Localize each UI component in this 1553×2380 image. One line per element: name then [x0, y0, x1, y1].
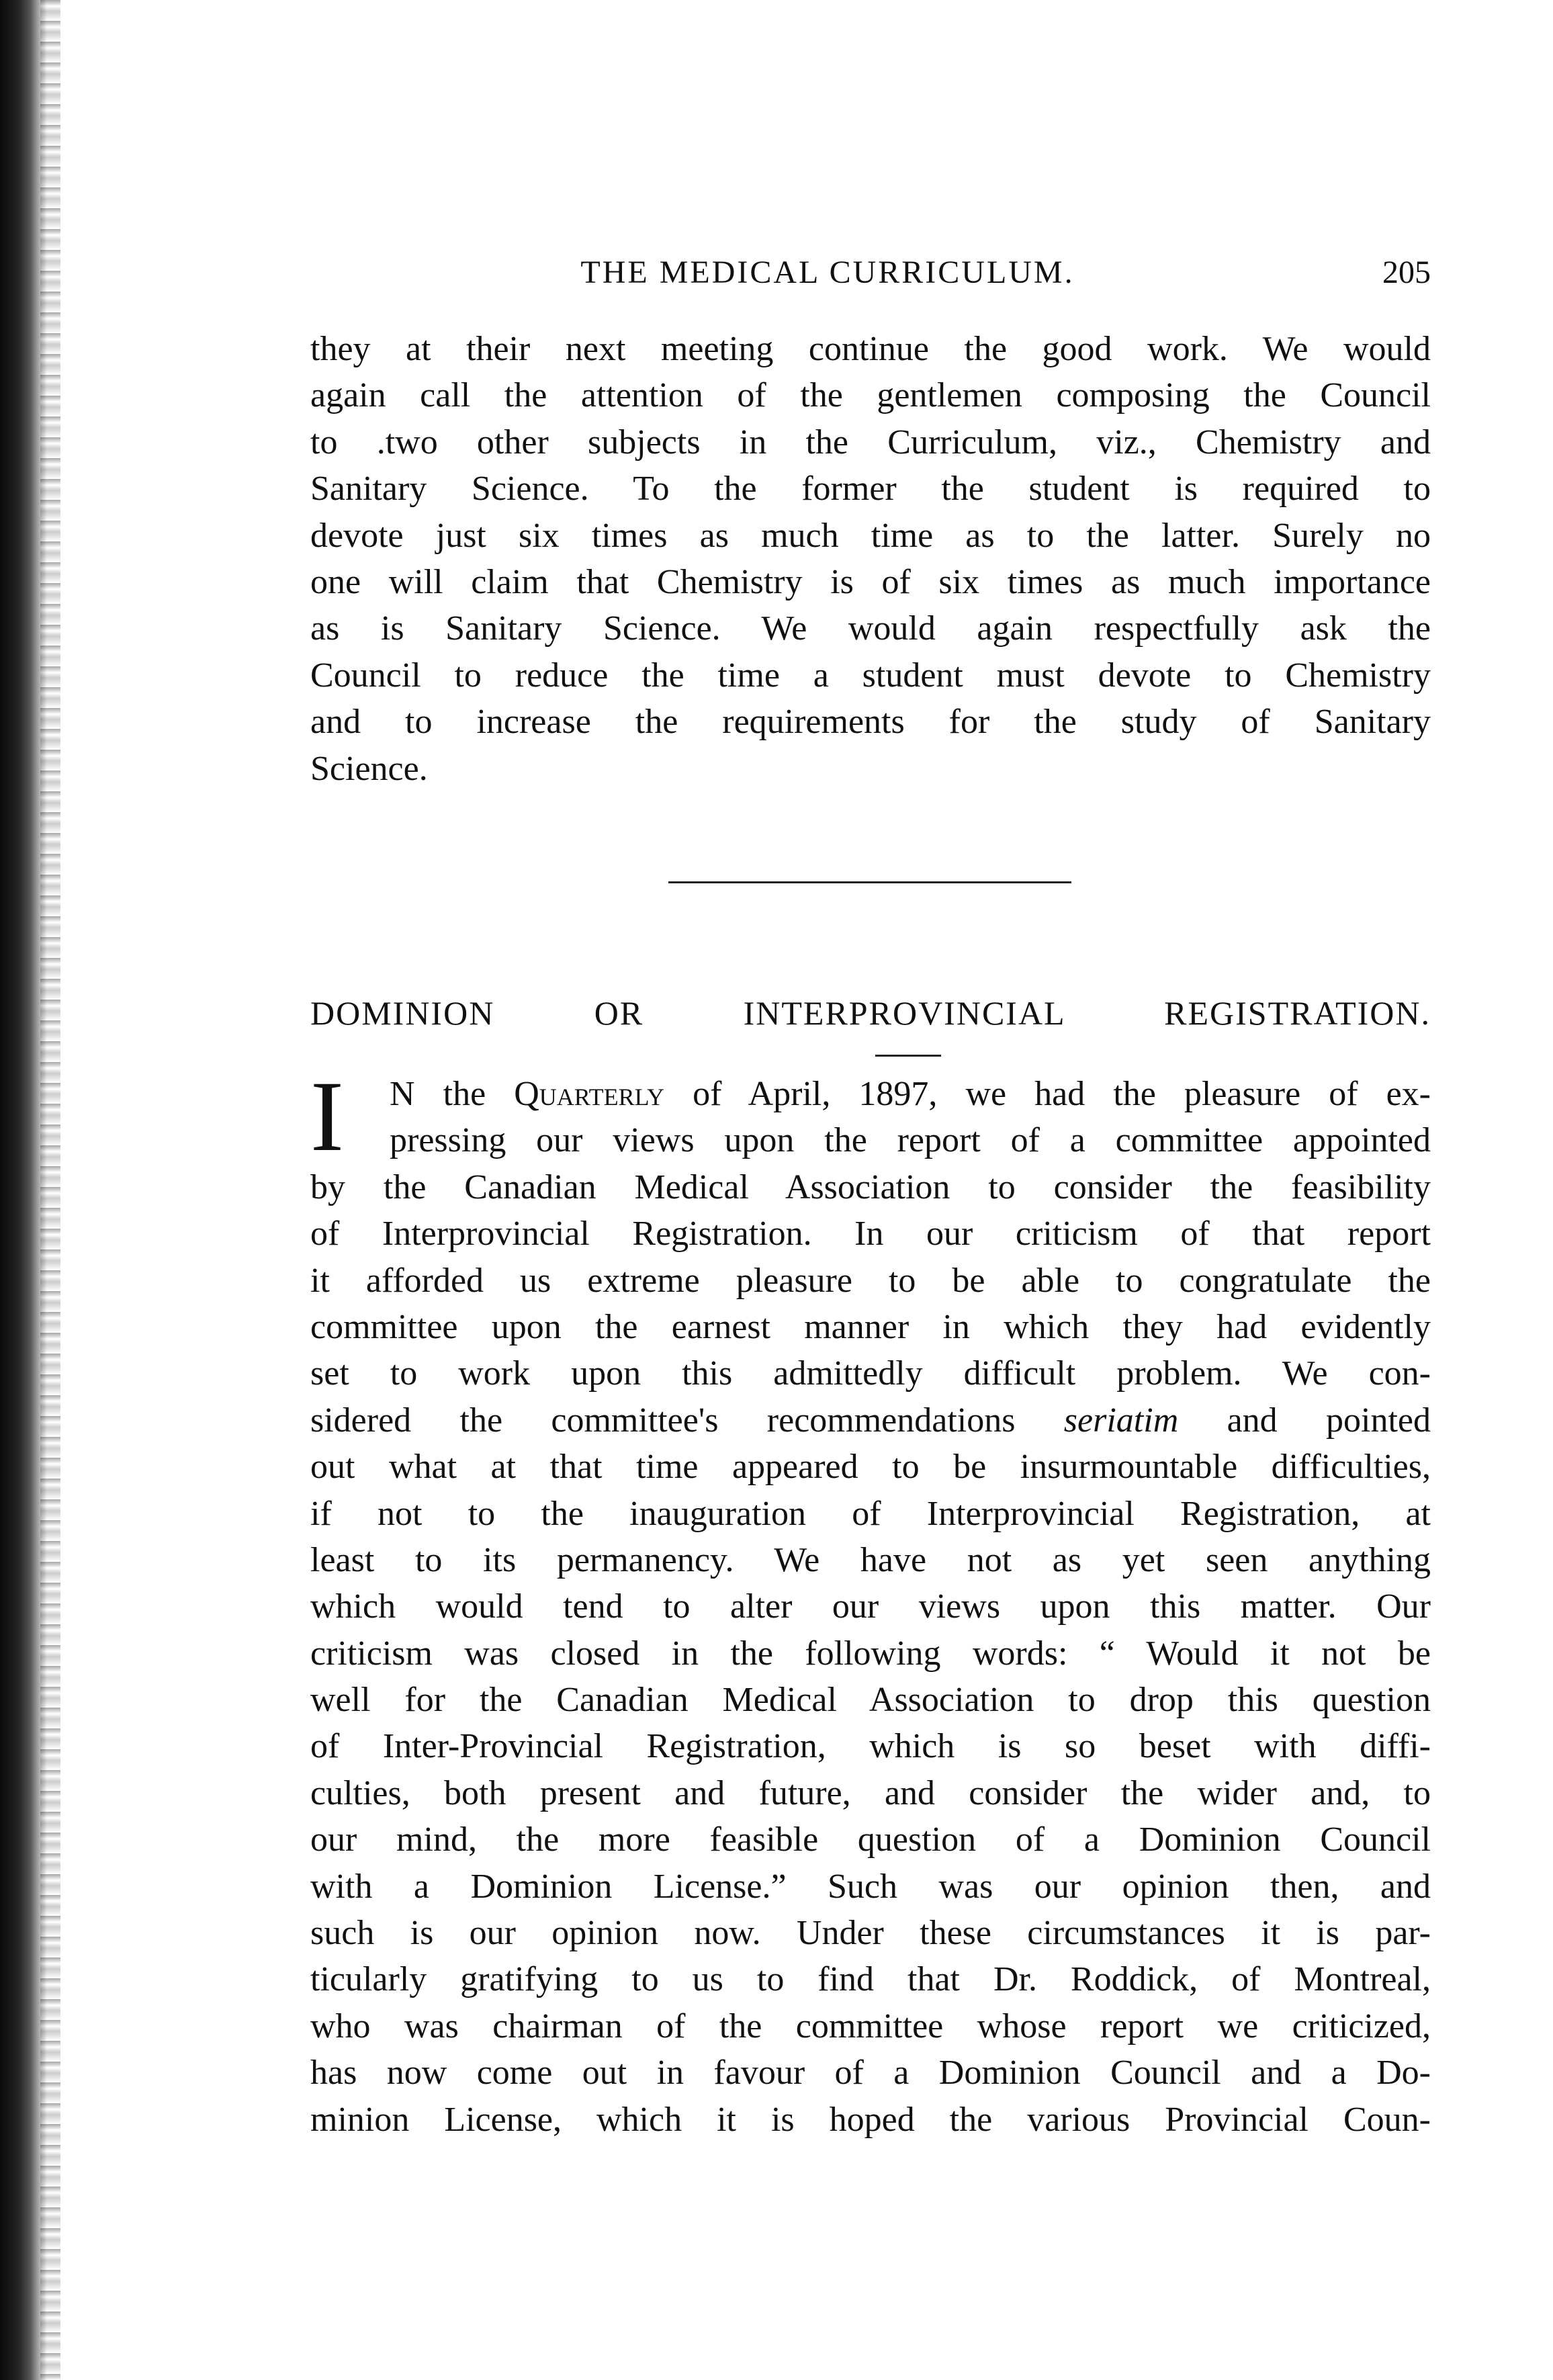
paragraph-line: criticism was closed in the following words: “ Would it not be [310, 1634, 1431, 1673]
paragraph-line: devote just six times as much time as to the latter. Surely no [310, 516, 1431, 555]
section-divider-rule [668, 881, 1071, 883]
paragraph-line: out what at that time appeared to be insurmountable difficulties, [310, 1448, 1431, 1487]
article1-paragraph [310, 326, 1431, 792]
paragraph-line: has now come out in favour of a Dominion Council and a Do- [310, 2054, 1431, 2092]
paragraph-line: again call the attention of the gentlemen composing the Council [310, 376, 1431, 415]
text-run: and pointed [1178, 1401, 1431, 1440]
journal-name: Quarterly [514, 1075, 664, 1113]
scanned-binding-shadow [40, 0, 60, 2380]
italic-term: seriatim [1063, 1401, 1179, 1440]
heading-rule [875, 1055, 941, 1057]
paragraph-line: to .two other subjects in the Curriculum, viz., Chemistry and [310, 423, 1431, 461]
running-head [310, 254, 1431, 297]
paragraph-line: of Inter-Provincial Registration, which is so beset with diffi- [310, 1727, 1431, 1766]
text-run: N the [390, 1075, 515, 1113]
paragraph-line: and to increase the requirements for the study of Sanitary [310, 703, 1431, 742]
text-run: sidered the committee's recommendations [310, 1401, 1064, 1440]
paragraph-line: if not to the inauguration of Interprovincial Registration, at [310, 1494, 1431, 1533]
paragraph-line: of Interprovincial Registration. In our criticism of that report [310, 1215, 1431, 1253]
paragraph-line: committee upon the earnest manner in which they had evidently [310, 1307, 1431, 1346]
paragraph-line: Sanitary Science. To the former the student is required to [310, 470, 1431, 509]
paragraph-line [310, 1071, 1431, 1117]
paragraph-line: our mind, the more feasible question of a Dominion Council [310, 1820, 1431, 1859]
text-run: of April, 1897, we had the pleasure of ex- [664, 1075, 1431, 1113]
paragraph-line: ticularly gratifying to us to find that Dr. Roddick, of Montreal, [310, 1960, 1431, 1999]
paragraph-line: with a Dominion License.” Such was our opinion then, and [310, 1867, 1431, 1906]
paragraph-line: culties, both present and future, and consider the wider and, to [310, 1773, 1431, 1812]
paragraph-line [310, 1397, 1431, 1444]
paragraph-line: one will claim that Chemistry is of six times as much importance [310, 562, 1431, 601]
paragraph-line: least to its permanency. We have not as yet seen anything [310, 1540, 1431, 1579]
paragraph-line: Council to reduce the time a student must devote to Chemistry [310, 656, 1431, 695]
paragraph-line: by the Canadian Medical Association to consider the feasibility [310, 1167, 1431, 1206]
paragraph-line: it afforded us extreme pleasure to be able to congratulate the [310, 1261, 1431, 1300]
article2-heading: DOMINION OR INTERPROVINCIAL REGISTRATION. [310, 994, 1431, 1032]
paragraph-line: which would tend to alter our views upon this matter. Our [310, 1587, 1431, 1626]
paragraph-line: pressing our views upon the report of a committee appointed [390, 1121, 1431, 1160]
paragraph-line: minion License, which it is hoped the various Provincial Coun- [310, 2100, 1431, 2139]
paragraph-line: as is Sanitary Science. We would again respectfully ask the [310, 609, 1431, 648]
drop-cap: I [310, 1061, 344, 1172]
running-head-title: THE MEDICAL CURRICULUM. [580, 255, 1075, 290]
article2-paragraph [310, 1061, 1431, 2143]
paragraph-line: well for the Canadian Medical Association to drop this question [310, 1681, 1431, 1720]
paragraph-line: such is our opinion now. Under these circumstances it is par- [310, 1914, 1431, 1953]
page-number: 205 [1382, 255, 1431, 290]
paragraph-line: who was chairman of the committee whose report we criticized, [310, 2007, 1431, 2045]
paragraph-line: set to work upon this admittedly difficult problem. We con- [310, 1354, 1431, 1393]
paragraph-line: they at their next meeting continue the good work. We would [310, 330, 1431, 368]
paragraph-line: Science. [310, 749, 428, 788]
